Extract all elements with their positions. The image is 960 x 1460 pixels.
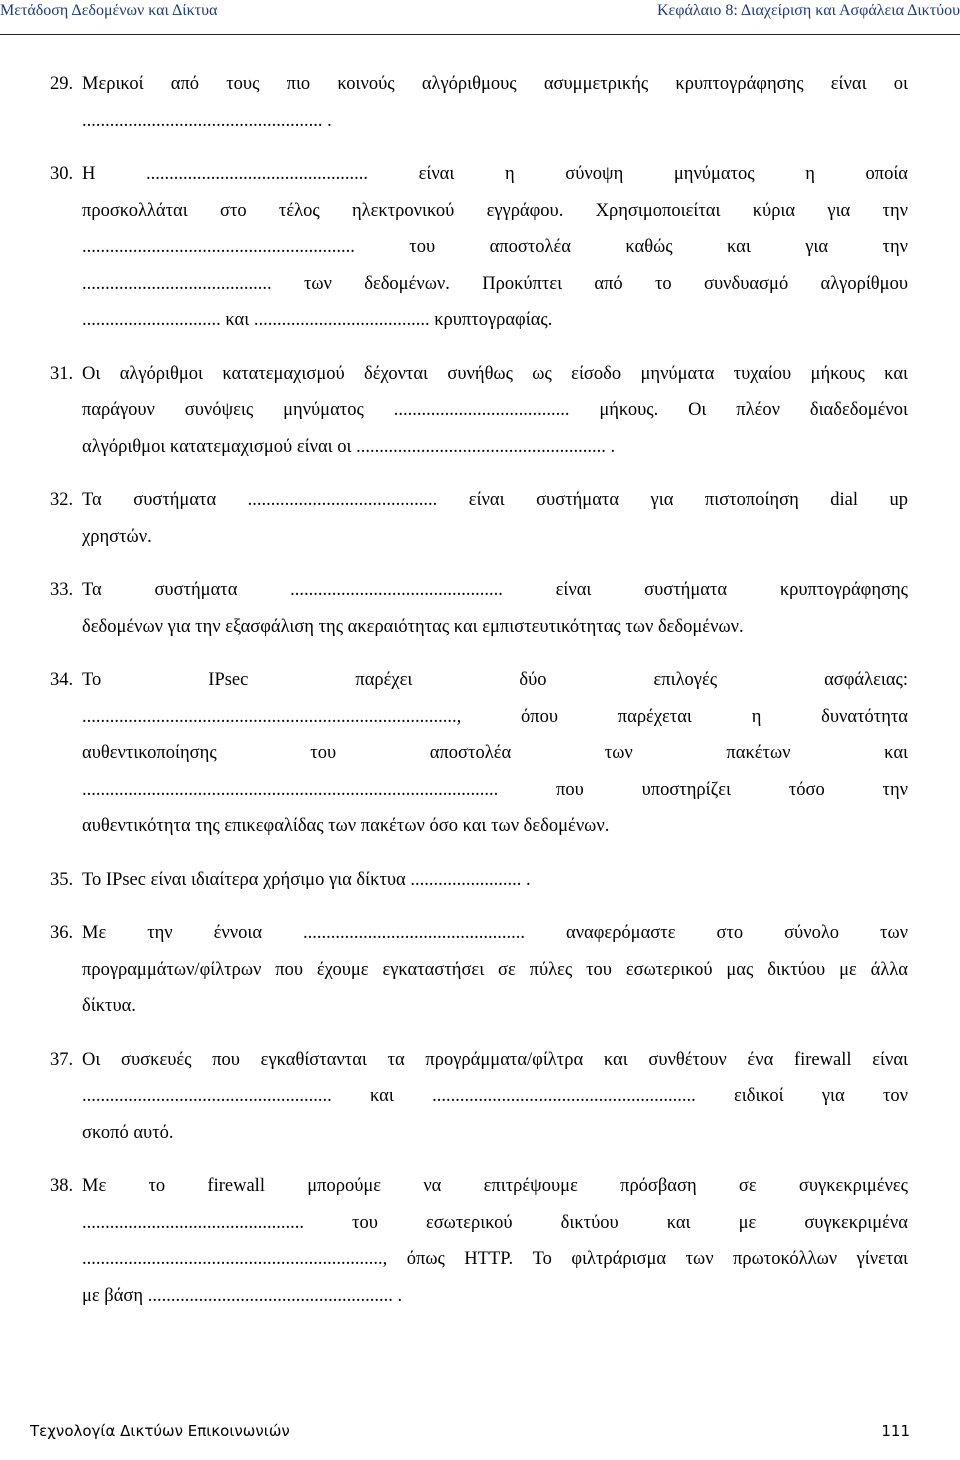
questions-list: [50, 66, 908, 1331]
question-text: παράγουν συνόψεις μηνύματος ...................................... μήκους. Οι πλέον διαδεδομένοι: [82, 400, 908, 420]
question-line: [50, 482, 908, 519]
question-text: Η ................................................ είναι η σύνοψη μηνύματος η οποία: [82, 164, 908, 184]
question-item: [50, 356, 908, 466]
question-number: 31.: [50, 363, 74, 384]
question-text: Τα συστήματα ......................................... είναι συστήματα για πιστοποίηση dial up: [82, 490, 908, 510]
page-header: [0, 0, 960, 35]
question-number: 30.: [50, 164, 74, 184]
question-text: αλγόριθμοι κατατεμαχισμού είναι οι ...................................................... .: [82, 436, 616, 457]
question-text: προσκολλάται στο τέλος ηλεκτρονικού εγγράφου. Χρησιμοποιείται κύρια για την: [82, 200, 908, 221]
question-text: .......................................................................................... που υποστηρίζει τόσο την: [82, 779, 908, 800]
question-text: .............................. και ...................................... κρυπτογραφίας.: [82, 310, 553, 330]
question-text: δεδομένων για την εξασφάλιση της ακεραιότητας και εμπιστευτικότητας των δεδομένων.: [82, 616, 744, 637]
question-line: [50, 103, 908, 140]
question-line: [50, 193, 908, 230]
question-text: Το IPsec είναι ιδιαίτερα χρήσιμο για δίκτυα ........................ .: [82, 869, 531, 890]
question-text: ......................................... των δεδομένων. Προκύπτει από το συνδυασμό αλγορίθμου: [82, 273, 908, 294]
question-item: [50, 1042, 908, 1152]
question-line: [50, 572, 908, 609]
question-number: 29.: [50, 74, 74, 94]
question-line: [50, 1168, 908, 1205]
question-line: [50, 952, 908, 989]
question-line: [50, 735, 908, 772]
question-text: ................................................................................., όπου παρέχεται η δυνατότητα: [82, 706, 908, 727]
question-line: [50, 1042, 908, 1079]
question-text: αυθεντικοποίησης του αποστολέα των πακέτων και: [82, 743, 908, 763]
question-line: [50, 156, 908, 193]
question-number: 36.: [50, 923, 74, 943]
question-line: [50, 1241, 908, 1278]
question-line: [50, 519, 908, 556]
question-number: 37.: [50, 1049, 74, 1070]
question-line: [50, 1278, 908, 1315]
question-line: [50, 1078, 908, 1115]
question-line: [50, 609, 908, 646]
question-item: [50, 915, 908, 1025]
question-item: [50, 572, 908, 645]
question-line: [50, 266, 908, 303]
question-text: Με το firewall μπορούμε να επιτρέψουμε πρόσβαση σε συγκεκριμένες: [82, 1176, 908, 1196]
question-line: [50, 808, 908, 845]
question-text: Οι αλγόριθμοι κατατεμαχισμού δέχονται συνήθως ως είσοδο μηνύματα τυχαίου μήκους και: [82, 363, 908, 384]
question-line: [50, 392, 908, 429]
header-chapter-title: Κεφάλαιο 8: Διαχείριση και Ασφάλεια Δικτύου: [656, 2, 960, 19]
question-text: αυθεντικότητα της επικεφαλίδας των πακέτων όσο και των δεδομένων.: [82, 816, 610, 836]
question-text: με βάση ..................................................... .: [82, 1285, 403, 1306]
question-text: προγραμμάτων/φίλτρων που έχουμε εγκαταστήσει σε πύλες του εσωτερικού μας δικτύου με άλλα: [82, 959, 908, 980]
question-number: 35.: [50, 869, 74, 890]
question-text: Τα συστήματα .............................................. είναι συστήματα κρυπτογράφησης: [82, 580, 908, 600]
question-line: [50, 699, 908, 736]
question-text: σκοπό αυτό.: [82, 1122, 174, 1143]
question-text: .................................................... .: [82, 110, 332, 131]
question-line: [50, 662, 908, 699]
question-item: [50, 156, 908, 339]
question-line: [50, 302, 908, 339]
question-text: ...................................................... και ......................................................... ειδικοί για τον: [82, 1086, 908, 1106]
question-number: 33.: [50, 580, 74, 600]
question-item: [50, 662, 908, 845]
question-item: [50, 482, 908, 555]
question-line: [50, 915, 908, 952]
question-text: Οι συσκευές που εγκαθίστανται τα προγράμματα/φίλτρα και συνθέτουν ένα firewall είναι: [82, 1049, 908, 1070]
question-line: [50, 429, 908, 466]
question-line: [50, 862, 908, 899]
question-line: [50, 988, 908, 1025]
footer-course-title: Τεχνολογία Δικτύων Επικοινωνιών: [30, 1422, 290, 1440]
question-item: [50, 862, 908, 899]
question-line: [50, 356, 908, 393]
question-line: [50, 229, 908, 266]
question-text: χρηστών.: [82, 526, 152, 547]
question-item: [50, 1168, 908, 1314]
question-line: [50, 1205, 908, 1242]
question-line: [50, 66, 908, 103]
question-text: Με την έννοια ................................................ αναφερόμαστε στο σύνολο των: [82, 923, 908, 943]
question-text: ................................................ του εσωτερικού δικτύου και με συγκεκριμένα: [82, 1212, 908, 1233]
question-number: 32.: [50, 490, 74, 510]
question-line: [50, 1115, 908, 1152]
question-line: [50, 772, 908, 809]
question-text: ................................................................., όπως HTTP. Το φιλτράρισμα των πρωτοκόλλων γίνεται: [82, 1249, 908, 1269]
question-item: [50, 66, 908, 139]
question-text: δίκτυα.: [82, 996, 136, 1016]
question-text: ........................................................... του αποστολέα καθώς και για την: [82, 237, 908, 257]
page-number: 111: [881, 1422, 910, 1440]
question-text: Το IPsec παρέχει δύο επιλογές ασφάλειας:: [82, 670, 908, 690]
question-text: Μερικοί από τους πιο κοινούς αλγόριθμους ασυμμετρικής κρυπτογράφησης είναι οι: [82, 74, 908, 94]
question-number: 34.: [50, 670, 74, 690]
header-book-title: Μετάδοση Δεδομένων και Δίκτυα: [0, 2, 218, 19]
question-number: 38.: [50, 1176, 74, 1196]
